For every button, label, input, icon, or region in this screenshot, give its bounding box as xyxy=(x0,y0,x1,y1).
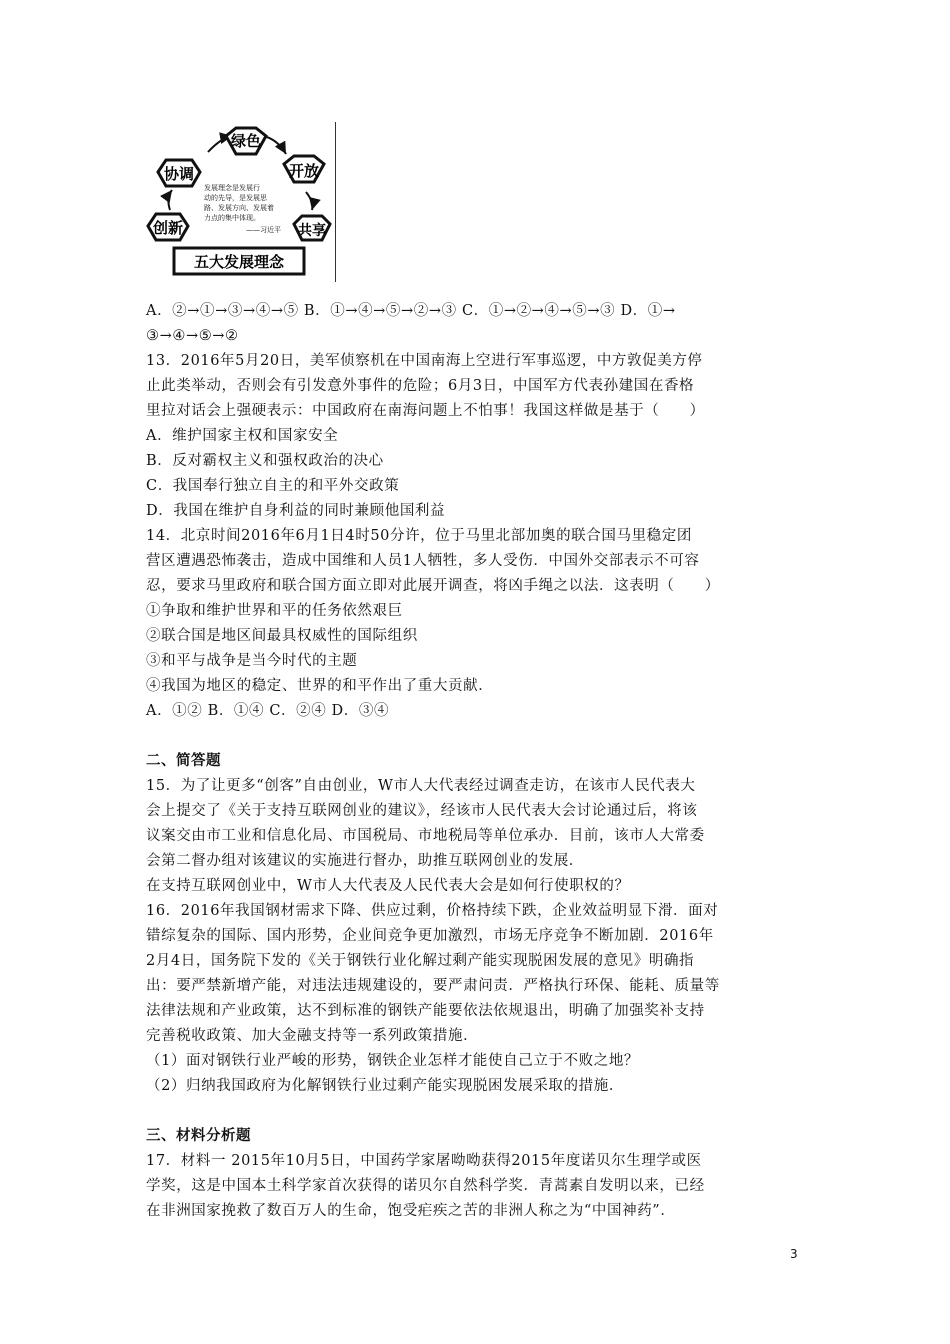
q15-line-1: 15．为了让更多“创客”自由创业，W市人大代表经过调查走访，在该市人民代表大 xyxy=(146,778,696,794)
q13-option-d: D．我国在维护自身利益的同时兼顾他国利益 xyxy=(146,503,446,519)
svg-text:协调: 协调 xyxy=(163,165,195,183)
node-open xyxy=(284,156,324,182)
q14-item-4: ④我国为地区的稳定、世界的和平作出了重大贡献． xyxy=(146,678,494,694)
five-concepts-diagram xyxy=(146,122,342,282)
q15-line-2: 会上提交了《关于支持互联网创业的建议》，经该市人民代表大会讨论通过后，将该 xyxy=(146,803,698,819)
q14-stem-line-2: 营区遭遇恐怖袭击，造成中国维和人员1人牺牲，多人受伤．中国外交部表示不可容 xyxy=(146,553,700,569)
node-innovate xyxy=(148,214,188,240)
q16-line-3: 2月4日，国务院下发的《关于钢铁行业化解过剩产能实现脱困发展的意见》明确指 xyxy=(146,953,695,969)
q14-stem-line-1: 14．北京时间2016年6月1日4时50分许，位于马里北部加奥的联合国马里稳定团 xyxy=(146,528,692,544)
q15-line-3: 议案交由市工业和信息化局、市国税局、市地税局等单位承办．目前，该市人大常委 xyxy=(146,828,705,844)
q16-subquestion-2: （2）归纳我国政府为化解钢铁行业过剩产能实现脱困发展采取的措施． xyxy=(146,1078,624,1094)
quote-line-4: 力点的集中体现。 xyxy=(204,214,260,222)
svg-text:开放: 开放 xyxy=(288,162,320,180)
q12-options-line-1: A．②→①→③→④→⑤ B．①→④→⑤→②→③ C．①→②→④→⑤→③ D．①→ xyxy=(146,303,676,319)
node-share xyxy=(294,216,330,240)
five-concepts-figure xyxy=(146,122,342,282)
svg-text:绿色: 绿色 xyxy=(230,132,262,150)
q14-item-1: ①争取和维护世界和平的任务依然艰巨 xyxy=(146,603,403,619)
section-heading-short-answer: 二、简答题 xyxy=(146,753,221,769)
q16-line-6: 完善税收政策、加大金融支持等一系列政策措施． xyxy=(146,1028,479,1044)
q16-line-1: 16．2016年我国钢材需求下降、供应过剩，价格持续下跌，企业效益明显下滑．面对 xyxy=(146,903,719,919)
quote-line-5: ——习近平 xyxy=(246,226,281,234)
svg-text:共享: 共享 xyxy=(298,223,326,239)
q13-stem-line-2: 止此类举动，否则会有引发意外事件的危险；6月3日，中国军方代表孙建国在香格 xyxy=(146,378,695,394)
q14-item-3: ③和平与战争是当今时代的主题 xyxy=(146,653,358,669)
q14-options: A．①② B．①④ C．②④ D．③④ xyxy=(146,703,390,719)
figure-border-line xyxy=(335,122,336,282)
node-coordinate xyxy=(158,160,200,186)
quote-line-3: 路、发展方向、发展着 xyxy=(204,204,274,212)
q14-item-2: ②联合国是地区间最具权威性的国际组织 xyxy=(146,628,418,644)
q17-line-1: 17．材料一 2015年10月5日，中国药学家屠呦呦获得2015年度诺贝尔生理学或医 xyxy=(146,1153,702,1169)
figure-title: 五大发展理念 xyxy=(193,253,285,271)
q13-option-c: C．我国奉行独立自主的和平外交政策 xyxy=(146,478,400,494)
q17-line-3: 在非洲国家挽救了数百万人的生命，饱受疟疾之苦的非洲人称之为“中国神药”． xyxy=(146,1203,676,1219)
q16-line-4: 出：要严禁新增产能，对违法违规建设的，要严肃问责．严格执行环保、能耗、质量等 xyxy=(146,978,720,994)
q13-option-a: A．维护国家主权和国家安全 xyxy=(146,428,339,444)
node-green xyxy=(226,128,266,154)
q15-question: 在支持互联网创业中，W市人大代表及人民代表大会是如何行使职权的？ xyxy=(146,878,630,894)
svg-text:创新: 创新 xyxy=(152,219,184,237)
quote-line-1: 发展理念是发展行 xyxy=(204,184,260,192)
section-heading-material-analysis: 三、材料分析题 xyxy=(146,1128,251,1144)
q15-line-4: 会第二督办组对该建议的实施进行督办，助推互联网创业的发展． xyxy=(146,853,584,869)
page-number: 3 xyxy=(790,1247,798,1261)
q13-stem-line-3: 里拉对话会上强硬表示：中国政府在南海问题上不怕事！我国这样做是基于（ ） xyxy=(146,403,705,419)
q12-options-line-2: ③→④→⑤→② xyxy=(146,328,239,344)
q17-line-2: 学奖，这是中国本土科学家首次获得的诺贝尔自然科学奖．青蒿素自发明以来，已经 xyxy=(146,1178,705,1194)
q16-subquestion-1: （1）面对钢铁行业严峻的形势，钢铁企业怎样才能使自己立于不败之地？ xyxy=(146,1053,640,1069)
q14-stem-line-3: 忍，要求马里政府和联合国方面立即对此展开调查，将凶手绳之以法．这表明（ ） xyxy=(146,578,720,594)
q13-option-b: B．反对霸权主义和强权政治的决心 xyxy=(146,453,384,469)
quote-line-2: 动的先导，是发展思 xyxy=(204,194,267,202)
q16-line-2: 错综复杂的国际、国内形势，企业间竞争更加激烈，市场无序竞争不断加剧．2016年 xyxy=(146,928,714,944)
q13-stem-line-1: 13．2016年5月20日，美军侦察机在中国南海上空进行军事巡逻，中方敦促美方停 xyxy=(146,353,703,369)
q16-line-5: 法律法规和产业政策，达不到标准的钢铁产能要依法依规退出，明确了加强奖补支持 xyxy=(146,1003,705,1019)
